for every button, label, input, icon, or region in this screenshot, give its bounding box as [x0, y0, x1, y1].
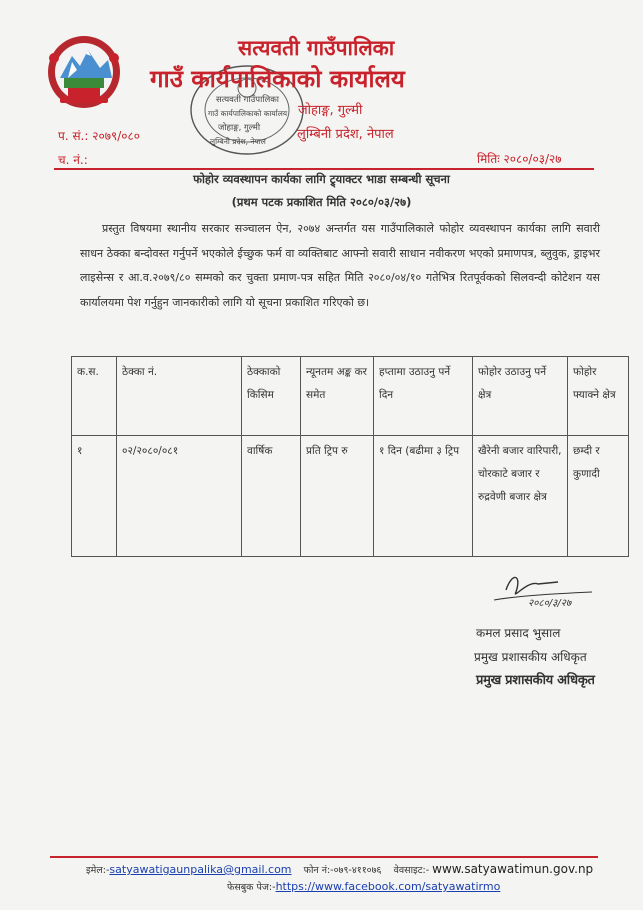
footer-facebook-line: [227, 880, 500, 893]
col-header-sn: क.स.: [72, 357, 117, 436]
nepal-emblem-icon: [42, 32, 126, 112]
notice-body: प्रस्तुत विषयमा स्थानीय सरकार सञ्चालन ऐन, २०७४ अन्तर्गत यस गाउँपालिकाले फोहोर व्यवस्थापन कार्यका लागि सवारी साधन ठेक्का बन्दोवस्त गर्नुपर्ने भएकोले ईच्छुक फर्म वा व्यक्तिबाट आफ्नो सवारी साधान नवीकरण भएको प्रमाणपत्र, ब्लुवुक, ड्राइभर लाइसेन्स र आ.व.२०७९/८० सम्मको कर चुक्ता प्रमाण-पत्र सहित मिति २०८०/०४/१० गतेभित्र रितपूर्वकको सिलवन्दी कोटेशन यस कार्यालयमा पेश गर्नुहुन जानकारीको लागि यो सूचना प्रकाशित गरिएको छ।: [80, 222, 600, 309]
table-row: [72, 436, 629, 557]
facebook-label: फेसबुक पेज:-: [227, 882, 276, 893]
col-header-type: ठेक्काको किसिम: [242, 357, 301, 436]
col-header-collection-area: फोहोर उठाउनु पर्ने क्षेत्र: [473, 357, 568, 436]
stamp-line-4: लुम्बिनी प्रदेश, नेपाल: [210, 137, 266, 146]
signatory-stamp-title: प्रमुख प्रशासकीय अधिकृत: [476, 673, 595, 688]
table-cell: १ दिन (बढीमा ३ ट्रिप: [374, 436, 473, 557]
signatory-name: कमल प्रसाद भुसाल: [476, 626, 561, 640]
document-date: मितिः २०८०/०३/२७: [477, 152, 562, 166]
publication-note: (प्रथम पटक प्रकाशित मिति २०८०/०३/२७): [231, 195, 412, 209]
stamp-line-1: सत्यवती गाउँपालिका: [216, 95, 279, 105]
table-cell: खैरेनी बजार वारिपारी, चोरकाटे बजार र रुद्रवेणी बजार क्षेत्र: [473, 436, 568, 557]
table-cell: वार्षिक: [242, 436, 301, 557]
tender-table: [71, 356, 629, 557]
table-cell: ०२/२०८०/०८१: [117, 436, 242, 557]
table-cell: प्रति ट्रिप रु: [301, 436, 374, 557]
municipality-name: सत्यवती गाउँपालिका: [238, 36, 395, 60]
stamp-line-3: जोहाङ्ग, गुल्मी: [218, 123, 261, 133]
province-name: लुम्बिनी प्रदेश, नेपाल: [297, 127, 394, 142]
facebook-link[interactable]: https://www.facebook.com/satyawatirmo: [275, 880, 501, 893]
signatory-title: प्रमुख प्रशासकीय अधिकृत: [474, 650, 587, 664]
col-header-dump-area: फोहोर फ्याक्ने क्षेत्र: [568, 357, 629, 436]
col-header-days: हप्तामा उठाउनु पर्ने दिन: [374, 357, 473, 436]
table-cell: १: [72, 436, 117, 557]
reference-number: प. सं.: २०७९/०८०: [58, 129, 140, 143]
col-header-contract-no: ठेक्का नं.: [117, 357, 242, 436]
office-address: जोहाङ्ग, गुल्मी: [298, 103, 363, 118]
header-divider: [54, 168, 594, 170]
table-cell: छम्दी र कुणादी: [568, 436, 629, 557]
notice-subject: फोहोर व्यवस्थापन कार्यका लागि ट्र्याक्टर भाडा सम्बन्धी सूचना: [193, 172, 450, 186]
footer-contact-line: [86, 862, 593, 876]
table-header-row: [72, 357, 629, 436]
phone-number: फोन नं:-०७९-४११०७६: [303, 865, 382, 876]
handwritten-signature: [488, 570, 598, 610]
email-link[interactable]: satyawatigaunpalika@gmail.com: [109, 863, 292, 876]
website-link[interactable]: www.satyawatimun.gov.np: [432, 862, 594, 876]
website-label: वेवसाइट:-: [393, 865, 430, 876]
footer-divider: [50, 856, 598, 858]
col-header-min-amount: न्यूनतम अङ्क कर समेत: [301, 357, 374, 436]
email-label: इमेल:-: [86, 865, 110, 876]
dispatch-number: च. नं.:: [58, 153, 88, 167]
signature-date: २०८०/३/२७: [528, 598, 572, 609]
office-name: गाउँ कार्यपालिकाको कार्यालय: [150, 65, 405, 93]
stamp-line-2: गाउँ कार्यपालिकाको कार्यालय: [208, 109, 288, 118]
